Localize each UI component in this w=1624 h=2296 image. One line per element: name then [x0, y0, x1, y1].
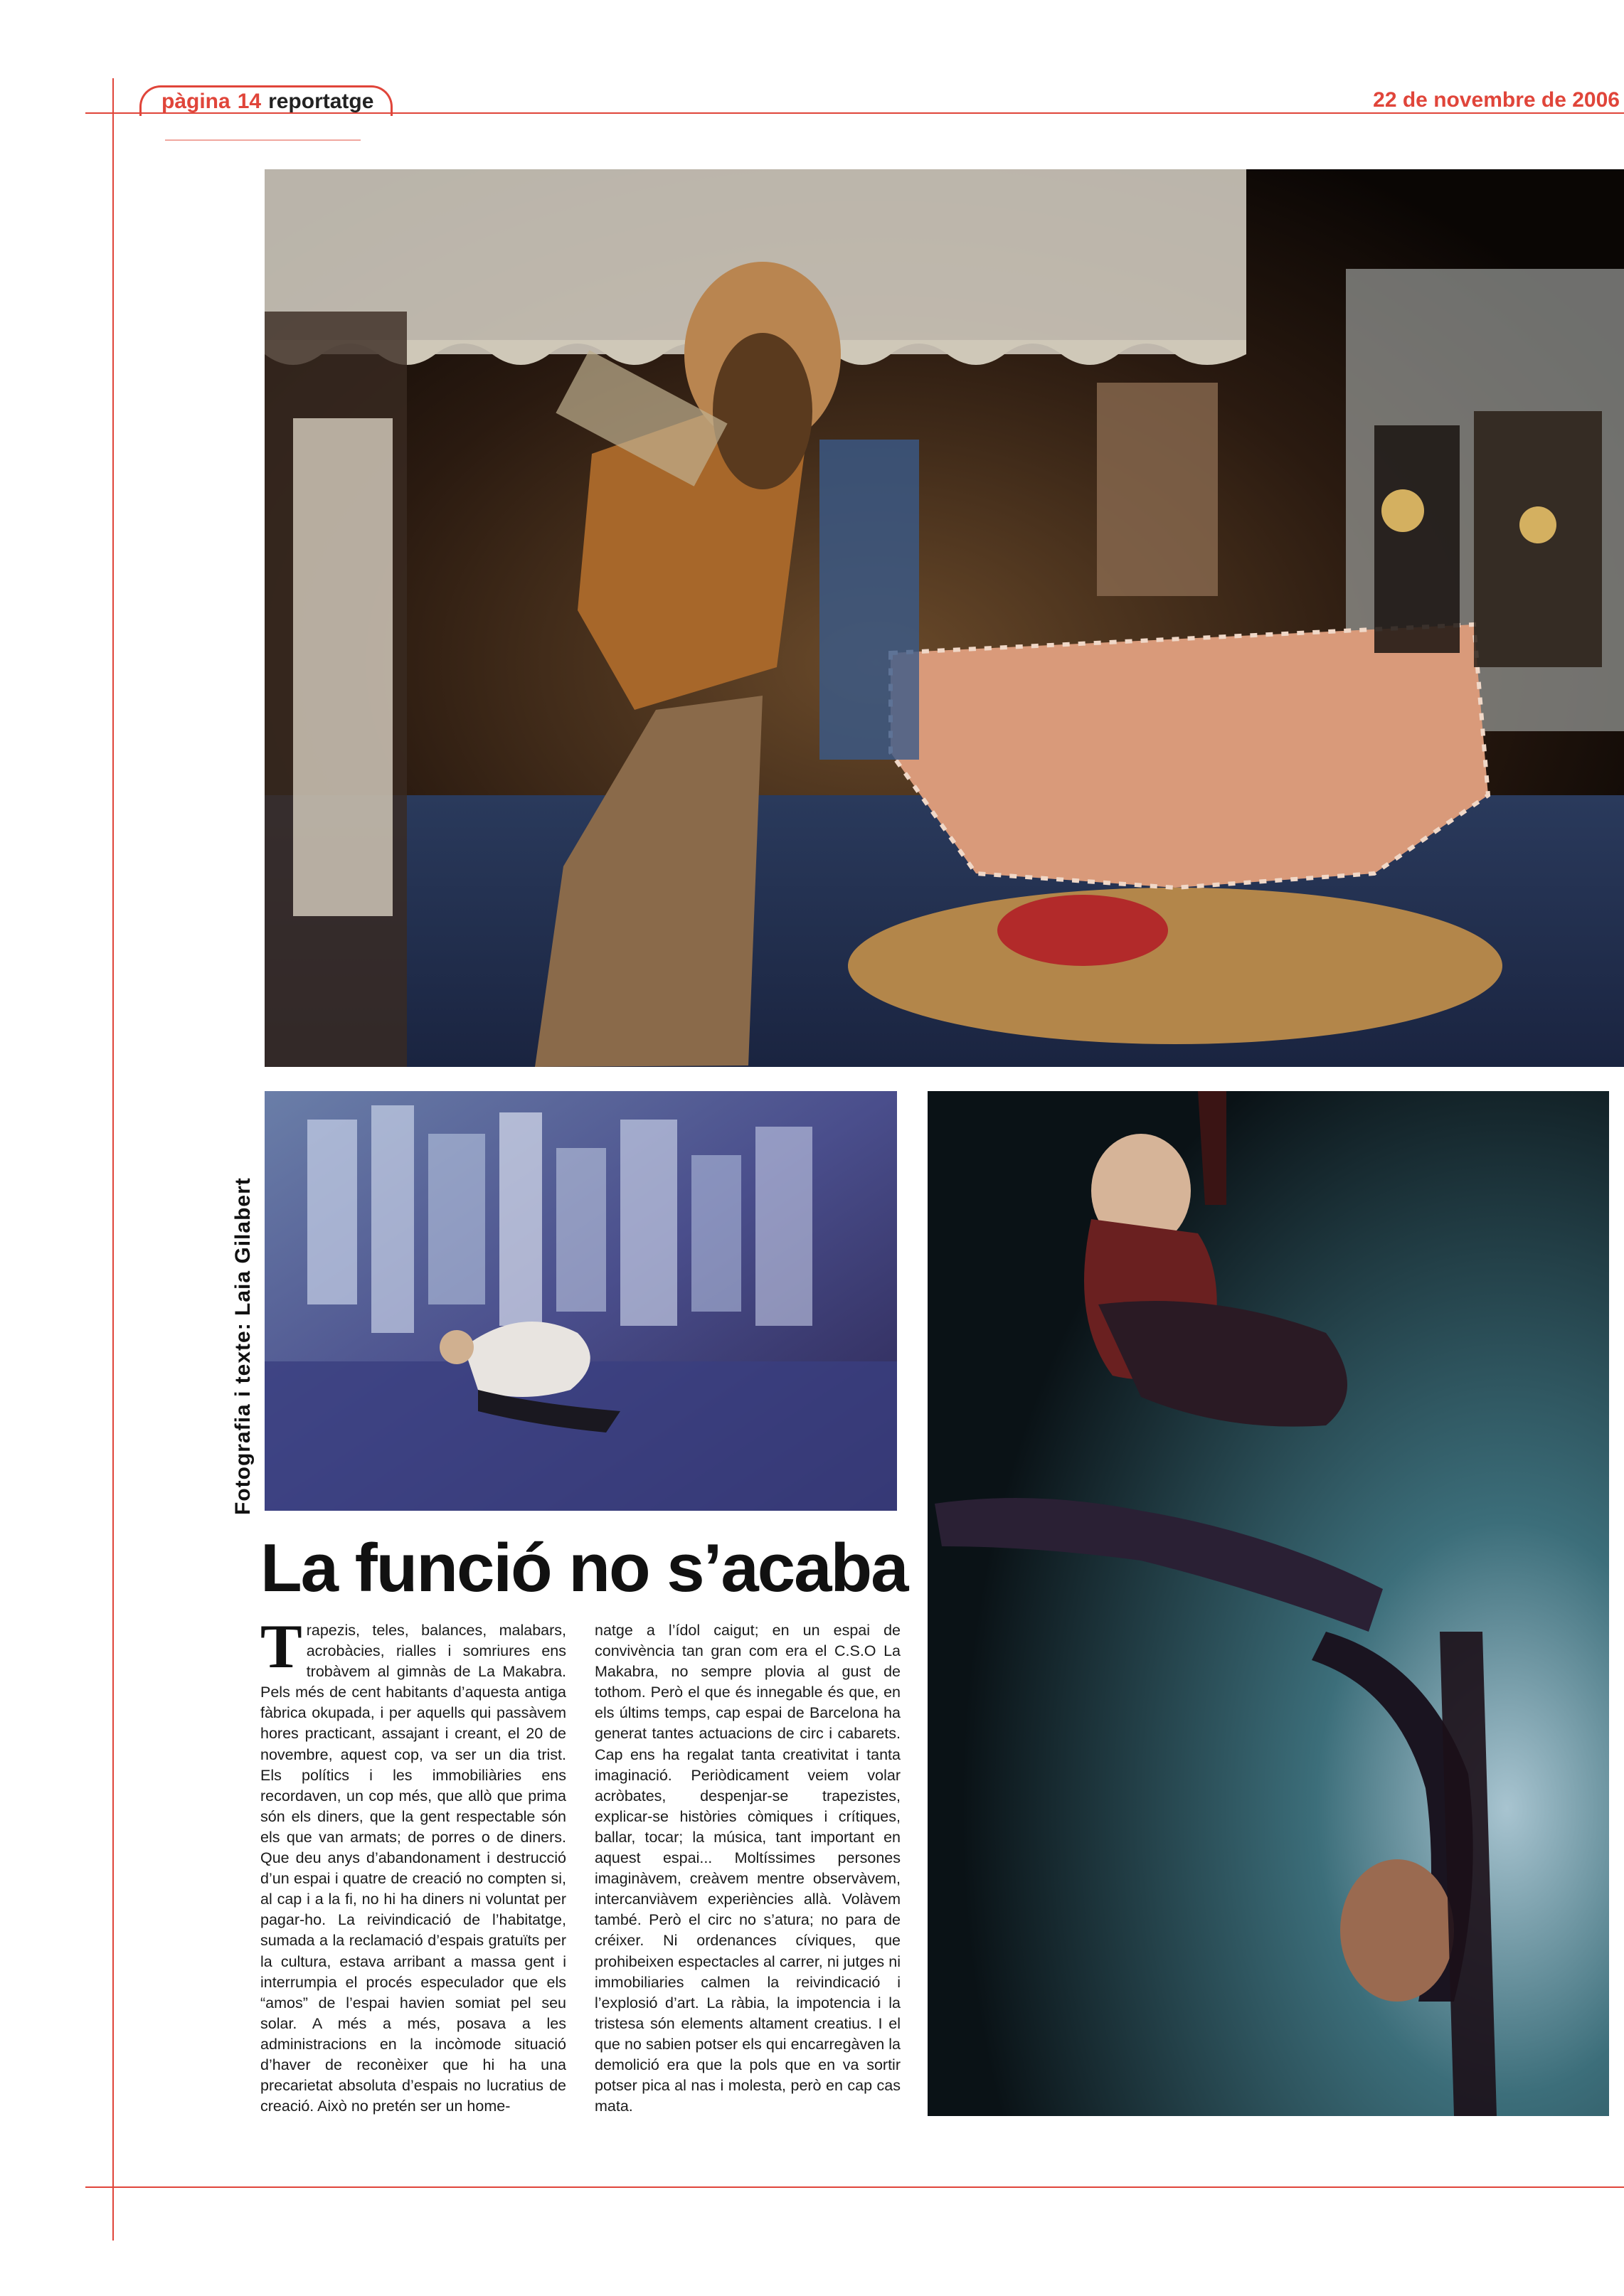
- bottom-rule: [85, 2186, 1624, 2188]
- page-label: pàgina: [161, 90, 230, 113]
- page-number: 14: [237, 90, 262, 113]
- left-vertical-rule: [112, 78, 114, 2241]
- article-headline: La funció no s’acaba: [260, 1530, 908, 1606]
- main-photo-stage-performance: [265, 169, 1624, 1067]
- page-header-tab: [139, 85, 393, 116]
- drop-cap: T: [260, 1612, 302, 1681]
- photo-aerial-silks: [928, 1091, 1609, 2116]
- section-name: reportatge: [268, 90, 374, 113]
- article-column-1: [260, 1612, 566, 2117]
- photo-credit: Fotografia i texte: Laia Gilabert: [231, 1177, 255, 1515]
- photo-acrobat-painted-floor: [265, 1091, 897, 1511]
- article-column-2: [595, 1620, 901, 2117]
- sub-header-rule: [165, 139, 361, 141]
- column-1-text: rapezis, teles, balances, malabars, acrobàcies, rialles i somriures ens trobàvem al gimnàs de La Makabra. Pels més de cent habitants d’aquesta antiga fàbrica okupada, i per aquells qui passàvem hores practicant, assajant i creant, el 20 de novembre, aquest cop, va ser un dia trist. Els polítics i les immobiliàries ens recordaven, un cop més, que allò que prima són els diners, que la gent respectable són els que van armats; de porres o de diners. Que deu anys d’abandonament i destrucció d’un espai i quatre de creació no compten si, al cap i a la fi, no hi ha diners ni voluntat per pagar-ho. La reivindicació de l’habitatge, sumada a la reclamació d’espais gratuïts per la cultura, estava arribant a massa gent i interrumpia el procés especulador que els “amos” de l’espai havien somiat pel seu solar. A més a més, posava a les administracions en la incòmode situació d’haver de reconèixer que hi ha una precarietat absoluta d’espais no lucratius de creació. Això no pretén ser un home-: [260, 1622, 566, 2115]
- issue-date: 22 de novembre de 2006: [1373, 88, 1620, 112]
- column-2-text: natge a l’ídol caigut; en un espai de convivència tan gran com era el C.S.O La Makabra, no sempre plovia al gust de tothom. Però el que és innegable és que, en els últims temps, cap espai de Barcelona ha generat tantes actuacions de circ i cabarets. Cap ens ha regalat tanta creativitat i tanta imaginació. Periòdicament veiem volar acròbates, despenjar-se trapezistes, explicar-se històries còmiques i crítiques, ballar, tocar; la música, tant important en aquest espai... Moltíssimes persones imaginàvem, creàvem mentre observàvem, intercanviàvem experiències allà. Volàvem també. Però el circ no s’atura; no para de créixer. Ni ordenances cíviques, que prohibeixen espectacles al carrer, ni jutges ni immobiliaries calmen la reivindicació i l’explosió d’art. La ràbia, la impotencia i la tristesa són elements altament creatius. I el que no sabien potser els qui encarregàven la demolició era que la pols que en va sortir potser pica al nas i molesta, però en cap cas mata.: [595, 1622, 901, 2115]
